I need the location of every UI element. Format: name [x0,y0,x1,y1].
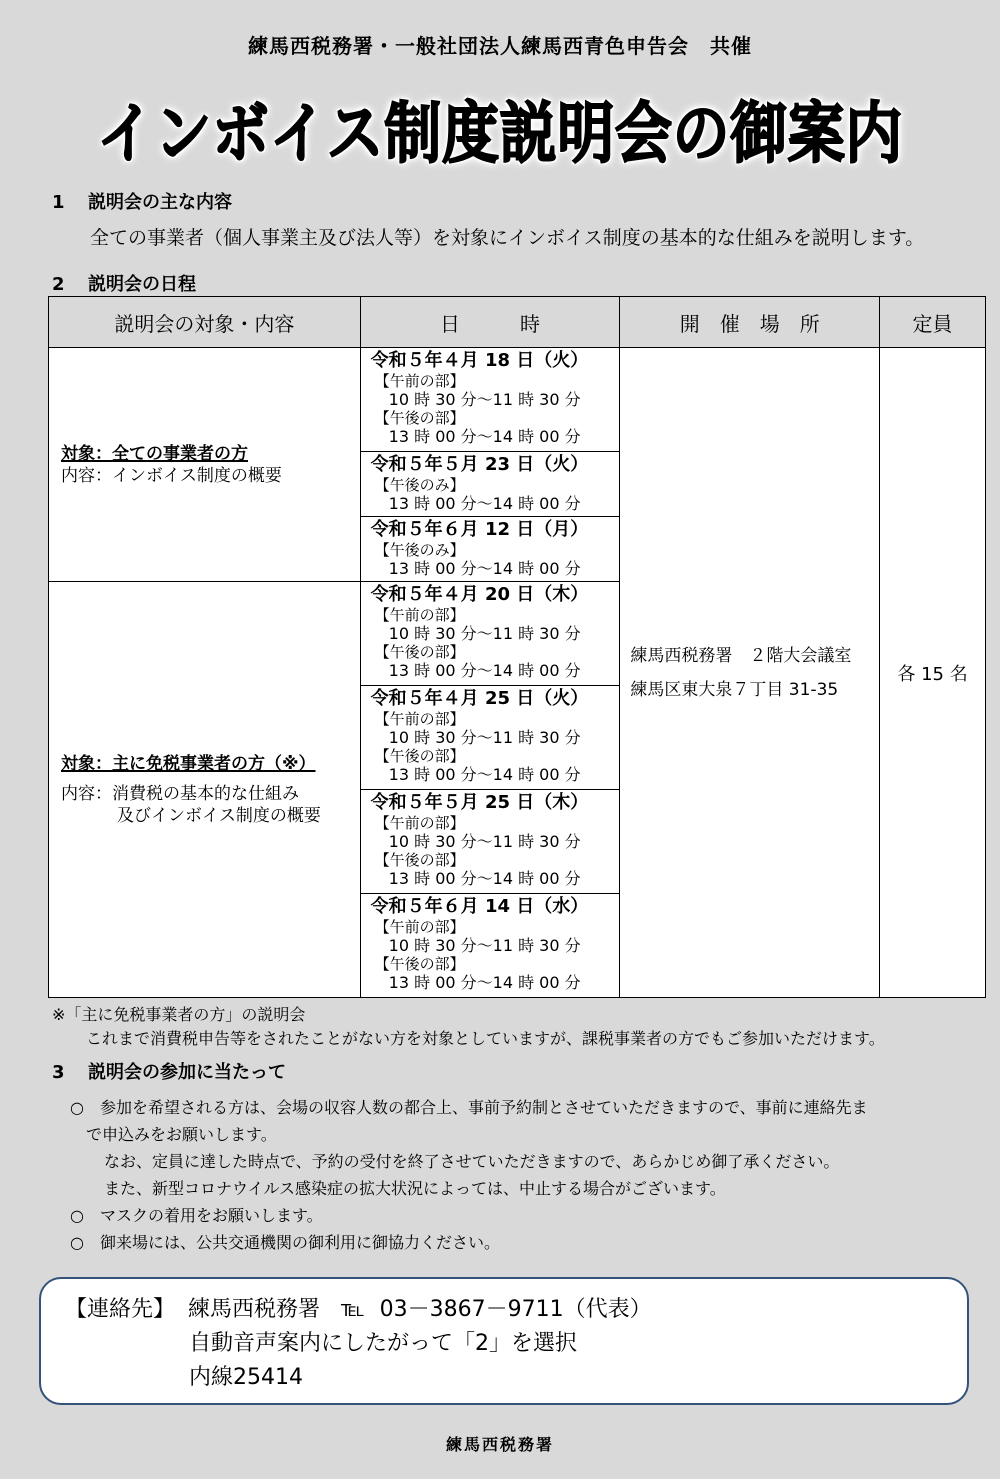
group-1-target: 対象：全ての事業者の方 [61,443,248,464]
slot-label: 【午後の部】 [374,747,465,765]
date-cell [360,894,620,998]
slot-time: 10 時 30 分～11 時 30 分 [388,624,581,643]
date-title: 令和５年６月 14 日（水） [370,896,589,917]
slot-time: 10 時 30 分～11 時 30 分 [388,832,581,851]
venue-name: 練馬西税務署 ２階大会議室 [630,645,852,666]
contact-tel[interactable]: 03－3867－9711（代表） [379,1297,652,1322]
list-item: ○ 参加を希望される方は、会場の収容人数の都合上、事前予約制とさせていただきますので、事前に連絡先ま [70,1098,868,1117]
slot-label: 【午前の部】 [374,372,465,390]
note-block [52,1003,885,1051]
date-title: 令和５年４月 20 日（木） [370,584,589,605]
table-row [49,348,986,452]
contact-label: 【連絡先】 [65,1297,176,1322]
group-2-target: 対象：主に免税事業者の方（※） [61,753,316,774]
header-venue: 開 催 場 所 [620,297,880,348]
date-cell [360,790,620,894]
slot-label: 【午後のみ】 [374,541,465,559]
group-2-content-cont: 及びインボイス制度の概要 [117,805,321,826]
contact-line-3: 内線25414 [189,1365,303,1390]
date-title: 令和５年５月 23 日（火） [370,454,589,475]
contact-box [39,1277,969,1405]
date-title: 令和５年４月 25 日（火） [370,688,589,709]
table-header-row [49,297,986,348]
organizer-line: 練馬西税務署・一般社団法人練馬西青色申告会 共催 [248,34,752,58]
note-body: これまで消費税申告等をされたことがない方を対象としていますが、課税事業者の方でもご参加いただけます。 [86,1029,885,1048]
section-1-number: 1 [52,192,65,213]
capacity-cell: 各 15 名 [880,348,986,998]
header-datetime: 日 時 [360,297,620,348]
date-cell [360,452,620,517]
slot-label: 【午後の部】 [374,409,465,427]
contact-line-1 [65,1293,967,1327]
section-1-heading [52,188,232,214]
participation-list [70,1094,980,1256]
section-1-body: 全ての事業者（個人事業主及び法人等）を対象にインボイス制度の基本的な仕組みを説明します。 [90,227,925,249]
contact-line-2: 自動音声案内にしたがって「2」を選択 [189,1331,577,1356]
slot-time: 13 時 00 分～14 時 00 分 [388,559,581,578]
date-cell [360,686,620,790]
section-3-title: 説明会の参加に当たって [88,1062,286,1083]
date-cell [360,517,620,582]
section-3-heading [52,1058,286,1084]
note-title: ※「主に免税事業者の方」の説明会 [52,1005,306,1024]
slot-label: 【午後のみ】 [374,476,465,494]
date-title: 令和５年４月 18 日（火） [370,350,589,371]
slot-time: 13 時 00 分～14 時 00 分 [388,973,581,992]
slot-time: 13 時 00 分～14 時 00 分 [388,661,581,680]
date-title: 令和５年６月 12 日（月） [370,519,589,540]
slot-label: 【午前の部】 [374,606,465,624]
slot-label: 【午前の部】 [374,710,465,728]
slot-time: 10 時 30 分～11 時 30 分 [388,390,581,409]
list-item-cont: また、新型コロナウイルス感染症の拡大状況によっては、中止する場合がございます。 [104,1179,726,1198]
slot-time: 13 時 00 分～14 時 00 分 [388,869,581,888]
group-1-target-cell [49,348,361,582]
page-title: インボイス制度説明会の御案内 [96,95,904,172]
list-item-cont: なお、定員に達した時点で、予約の受付を終了させていただきますので、あらかじめ御了承ください。 [104,1152,840,1171]
list-item: ○ 御来場には、公共交通機関の御利用に御協力ください。 [70,1233,500,1252]
slot-label: 【午前の部】 [374,814,465,832]
date-title: 令和５年５月 25 日（木） [370,792,589,813]
section-2-title: 説明会の日程 [88,274,196,295]
group-1-content: 内容：インボイス制度の概要 [61,465,282,486]
slot-time: 10 時 30 分～11 時 30 分 [388,936,581,955]
list-item-cont: で申込みをお願いします。 [86,1125,277,1144]
contact-office: 練馬西税務署 [188,1297,321,1322]
date-cell [360,582,620,686]
header-target: 説明会の対象・内容 [49,297,361,348]
slot-time: 13 時 00 分～14 時 00 分 [388,765,581,784]
slot-label: 【午後の部】 [374,851,465,869]
schedule-table [48,296,986,998]
venue-cell [620,348,880,998]
venue-address: 練馬区東大泉７丁目 31-35 [630,679,839,700]
list-item: ○ マスクの着用をお願いします。 [70,1206,323,1225]
header-capacity: 定員 [880,297,986,348]
slot-label: 【午後の部】 [374,955,465,973]
section-2-heading [52,270,196,296]
date-cell [360,348,620,452]
section-1-title: 説明会の主な内容 [88,192,232,213]
slot-time: 13 時 00 分～14 時 00 分 [388,427,581,446]
section-2-number: 2 [52,274,65,295]
group-2-content: 内容：消費税の基本的な仕組み [61,783,299,804]
footer-issuer: 練馬西税務署 [445,1435,554,1454]
section-3-number: 3 [52,1062,65,1083]
tel-label: ℡ [341,1297,365,1322]
slot-time: 10 時 30 分～11 時 30 分 [388,728,581,747]
group-2-target-cell [49,582,361,998]
slot-time: 13 時 00 分～14 時 00 分 [388,494,581,513]
slot-label: 【午後の部】 [374,643,465,661]
slot-label: 【午前の部】 [374,918,465,936]
